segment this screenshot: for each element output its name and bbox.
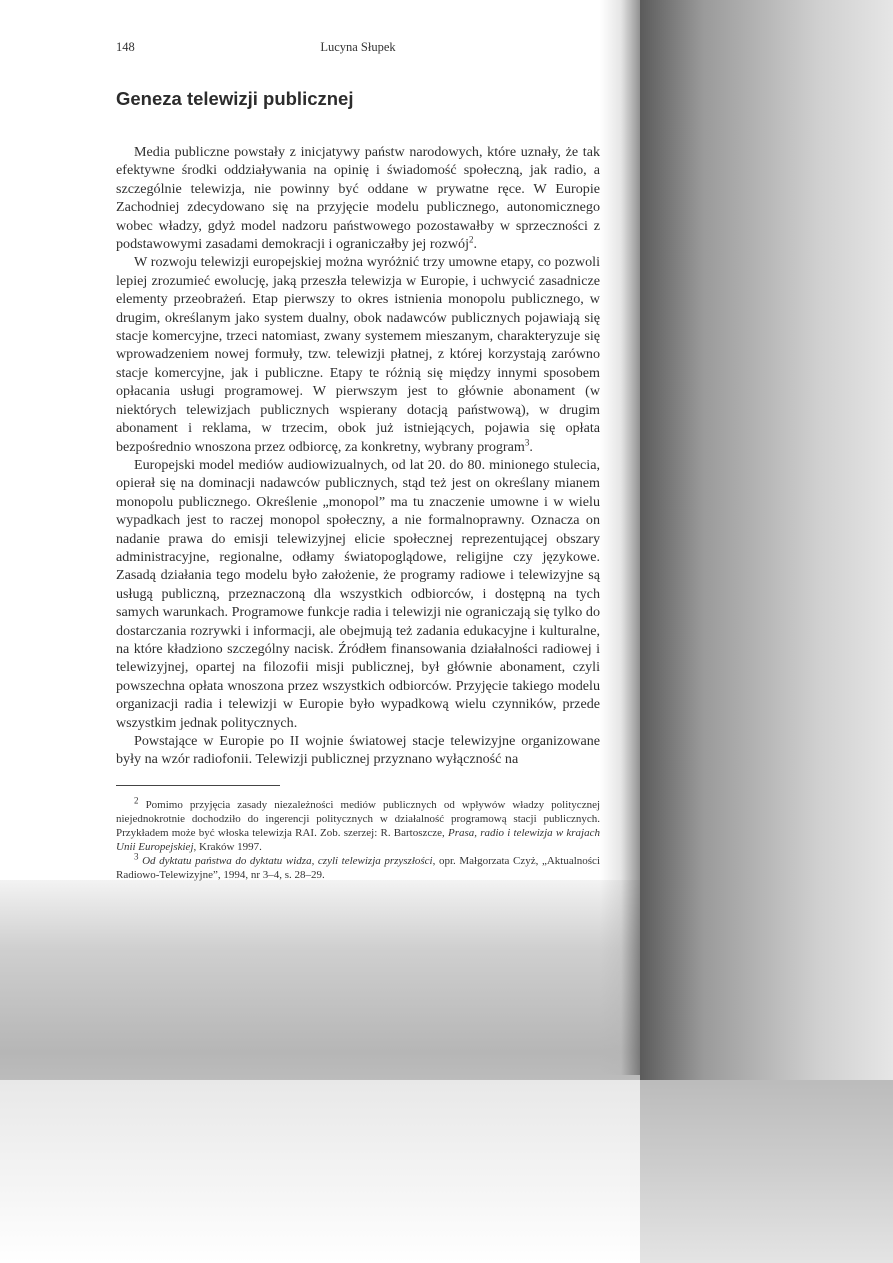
running-head	[116, 40, 600, 60]
running-head-author: Lucyna Słupek	[320, 40, 396, 54]
page-content	[116, 40, 600, 882]
page-number: 148	[116, 40, 135, 54]
footnotes	[116, 795, 601, 882]
paragraph: Media publiczne powstały z inicjatywy państw narodowych, które uznały, że tak efektywne środki oddziaływania na opinię i świadomość społeczną, jak radio, a szczególnie telewizja, nie powinny być oddane w prywatne ręce. W Europie Zachodniej zdecydowano się na przyjęcie modelu publicznego, autonomicznego wobec władzy, gdyż model nadzoru państwowego pozostawałby w sprzeczności z podstawowymi zasadami demokracji i ograniczałby jej rozwój$^2$.	[116, 144, 600, 253]
footnote-ref: 2	[469, 234, 474, 245]
footnote-number: 2	[134, 795, 139, 806]
section-title: Geneza telewizji publicznej	[116, 88, 354, 109]
scan-page-bottom	[0, 1080, 640, 1263]
footnote-separator	[116, 785, 280, 786]
body-text	[116, 143, 600, 769]
footnote-ref: 3	[524, 436, 530, 447]
scan-right-edge	[640, 0, 893, 1080]
footnote: $^3$ Od dyktatu państwa do dyktatu widza, czyli telewizja przyszłości, opr. Małgorzata Czyż, „Aktualności Radiowo-Telewizyjne”, 1994, nr 3–4, s. 28–29.	[116, 851, 600, 881]
footnote-number: 3	[134, 851, 139, 862]
paragraph: Powstające w Europie po II wojnie światowej stacje telewizyjne organizowane były na wzór radiofonii. Telewizji publicznej przyznano wyłączność na	[116, 733, 600, 768]
footnote: $^2$ Pomimo przyjęcia zasady niezależności mediów publicznych od wpływów władzy politycznej niejednokrotnie dochodziło do ingerencji politycznych w działalność programową stacji publicznych. Przykładem może być włoska telewizja RAI. Zob. szerzej: R. Bartoszcze, Prasa, radio i telewizja w krajach Unii Europejskiej, Kraków 1997.	[116, 795, 601, 853]
paragraph: Europejski model mediów audiowizualnych, od lat 20. do 80. minionego stulecia, opierał się na dominacji nadawców publicznych, stąd też jest on określany mianem monopolu publicznego. Określenie „monopol” ma tu znaczenie umowne i w wielu wypadkach jest to raczej monopol społeczny, a nie formalnoprawny. Oznacza on nadanie prawa do emisji telewizyjnej elicie społecznej reprezentującej obszary administracyjne, regionalne, odłamy światopoglądowe, religijne czy językowe. Zasadą działania tego modelu było założenie, że programy radiowe i telewizyjne są usługą publiczną, przeznaczoną dla wszystkich odbiorców, i dostępną na tych samych warunkach. Programowe funkcje radia i telewizji nie ograniczają się tylko do dostarczania rozrywki i informacji, ale obejmują też zadania edukacyjne i kulturalne, na które kładziono szczególny nacisk. Źródłem finansowania działalności radiowej i telewizyjnej, opartej na filozofii misji publicznej, był głównie abonament, czyli powszechna opłata wnoszona przez wszystkich odbiorców. Przyjęcie takiego modelu organizacji radia i telewizji w Europie było wypadkową wielu czynników, przede wszystkim jednak politycznych.	[116, 456, 600, 731]
paragraph: W rozwoju telewizji europejskiej można wyróżnić trzy umowne etapy, co pozwoli lepiej zrozumieć ewolucję, jaką przeszła telewizja w Europie, i uchwycić zasadnicze elementy przeobrażeń. Etap pierwszy to okres istnienia monopolu publicznego, w drugim, określanym jako system dualny, obok nadawców publicznych pojawiają się stacje komercyjne, trzeci natomiast, zwany systemem mieszanym, charakteryzuje się wprowadzeniem nowej formuły, tzw. telewizji płatnej, z której korzystają zarówno stacje komercyjne, jak i publiczne. Etapy te różnią się między innymi sposobem opłacania usługi programowej. W pierwszym jest to głównie abonament (w niektórych telewizjach publicznych wspierany dotacją państwową), w drugim abonament i reklama, w trzecim, obok już istniejących, pojawia się opłata bezpośrednio wnoszona przez odbiorcę, za konkretny, wybrany program$^3$.	[116, 254, 600, 455]
